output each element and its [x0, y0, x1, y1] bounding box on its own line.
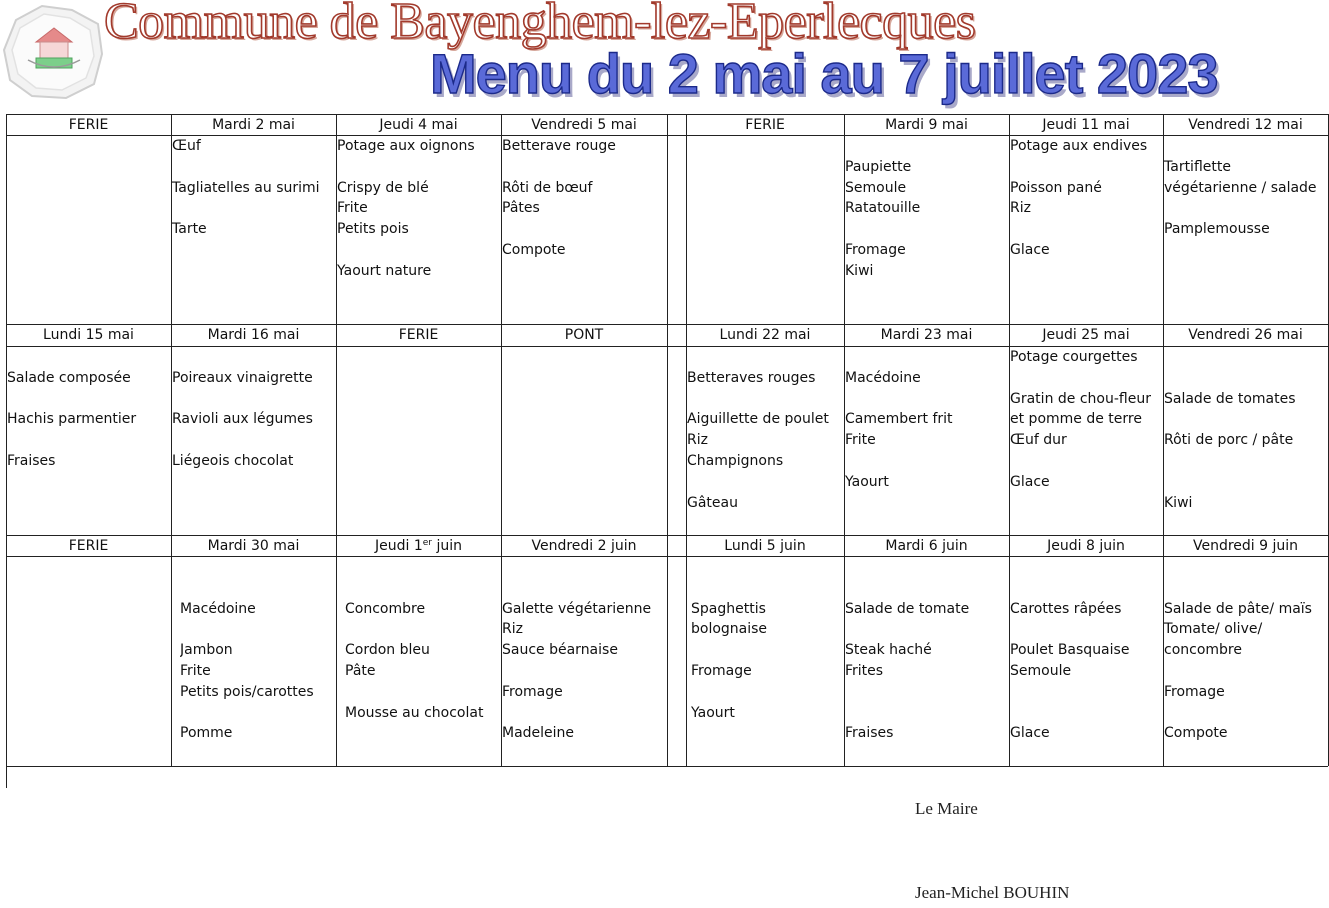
day-header — [336, 115, 501, 135]
day-label: Vendredi 12 mai — [1188, 117, 1303, 133]
day-label: Jeudi 25 mai — [1042, 327, 1130, 343]
menu-cell: Potage courgettes Gratin de chou-fleur et pomme de terre Œuf dur Glace — [1010, 349, 1151, 490]
column-rule — [667, 114, 668, 766]
day-label-month: juin — [432, 538, 462, 554]
day-label-suffix: er — [422, 538, 432, 548]
menu-cell — [502, 347, 666, 534]
day-header — [686, 536, 844, 556]
menu-cell: Salade de tomate Steak haché Frites Fraises — [845, 600, 970, 742]
menu-cell: Betterave rouge Rôti de bœuf Pâtes Compote — [502, 138, 616, 258]
menu-cell: Betteraves rouges Aiguillette de poulet Riz Champignons Gâteau — [687, 369, 829, 511]
signature-name: Jean-Michel BOUHIN — [915, 883, 1070, 902]
day-header — [171, 325, 336, 345]
day-label: PONT — [564, 327, 604, 343]
menu-cell: Macédoine Jambon Frite Petits pois/carottes Pomme — [180, 600, 314, 742]
day-label: Mardi 30 mai — [207, 538, 300, 554]
day-header — [6, 325, 171, 345]
menu-cell: Macédoine Camembert frit Frite Yaourt — [845, 369, 953, 490]
menu-cell: Concombre Cordon bleu Pâte Mousse au chocolat — [345, 600, 484, 721]
day-label: Lundi 15 mai — [43, 327, 134, 343]
day-header — [1163, 325, 1328, 345]
day-label: FERIE — [68, 538, 109, 554]
day-header — [171, 115, 336, 135]
day-label: Vendredi 26 mai — [1188, 327, 1303, 343]
day-header — [501, 115, 667, 135]
menu-cell — [7, 136, 170, 323]
day-header — [844, 536, 1009, 556]
menu-cell: Salade de tomates Rôti de porc / pâte Kiwi — [1164, 390, 1296, 511]
day-label: Mardi 6 juin — [885, 538, 968, 554]
day-label: Vendredi 9 juin — [1192, 538, 1299, 554]
day-header — [6, 536, 171, 556]
menu-cell: Carottes râpées Poulet Basquaise Semoule Glace — [1010, 600, 1130, 742]
menu-cell: Salade composée Hachis parmentier Fraises — [7, 369, 137, 469]
day-header — [686, 325, 844, 345]
day-label: Jeudi 11 mai — [1042, 117, 1130, 133]
day-label: Mardi 9 mai — [885, 117, 968, 133]
day-label: Lundi 5 juin — [724, 538, 806, 554]
day-label: Mardi 2 mai — [212, 117, 295, 133]
day-header — [686, 115, 844, 135]
commune-name: Commune de Bayenghem-lez-Eperlecques — [104, 0, 976, 50]
day-header — [1163, 115, 1328, 135]
day-header — [844, 325, 1009, 345]
menu-cell: Salade de pâte/ maïs Tomate/ olive/ concombre Fromage Compote — [1164, 600, 1312, 742]
menu-cell: Œuf Tagliatelles au surimi Tarte — [172, 138, 320, 238]
day-header — [336, 325, 501, 345]
menu-title: Menu du 2 mai au 7 juillet 2023 — [430, 42, 1218, 105]
menu-cell — [7, 557, 170, 765]
day-label: Vendredi 2 juin — [531, 538, 637, 554]
day-header — [844, 115, 1009, 135]
menu-cell: Spaghettis bolognaise Fromage Yaourt — [691, 600, 768, 721]
menu-cell: Potage aux oignons Crispy de blé Frite Petits pois Yaourt nature — [337, 138, 475, 279]
day-label: Mardi 16 mai — [207, 327, 300, 343]
day-header — [501, 536, 667, 556]
day-label: Jeudi 4 mai — [379, 117, 458, 133]
day-header — [1009, 325, 1163, 345]
day-label: FERIE — [68, 117, 109, 133]
day-header — [171, 536, 336, 556]
day-label: Jeudi 8 juin — [1047, 538, 1125, 554]
day-label: FERIE — [398, 327, 439, 343]
row-rule — [6, 766, 1328, 767]
day-label: FERIE — [745, 117, 785, 133]
day-label: Jeudi 1 — [375, 538, 423, 554]
day-header — [1163, 536, 1328, 556]
day-header — [1009, 536, 1163, 556]
menu-cell: Tartiflette végétarienne / salade Pamplemousse — [1164, 158, 1317, 238]
menu-cell: Paupiette Semoule Ratatouille Fromage Kiwi — [845, 158, 921, 279]
signature-role: Le Maire — [915, 799, 978, 818]
menu-cell — [337, 347, 500, 534]
day-header — [336, 536, 501, 556]
menu-cell: Potage aux endives Poisson pané Riz Glace — [1010, 138, 1148, 258]
day-header — [6, 115, 171, 135]
menu-cell: Galette végétarienne Riz Sauce béarnaise Fromage Madeleine — [502, 600, 652, 742]
menu-cell — [688, 136, 843, 323]
day-header — [1009, 115, 1163, 135]
day-label: Lundi 22 mai — [719, 327, 811, 343]
menu-cell: Poireaux vinaigrette Ravioli aux légumes Liégeois chocolat — [172, 369, 313, 469]
day-label: Vendredi 5 mai — [531, 117, 637, 133]
day-label: Mardi 23 mai — [880, 327, 973, 343]
column-rule — [6, 766, 7, 788]
day-header — [501, 325, 667, 345]
